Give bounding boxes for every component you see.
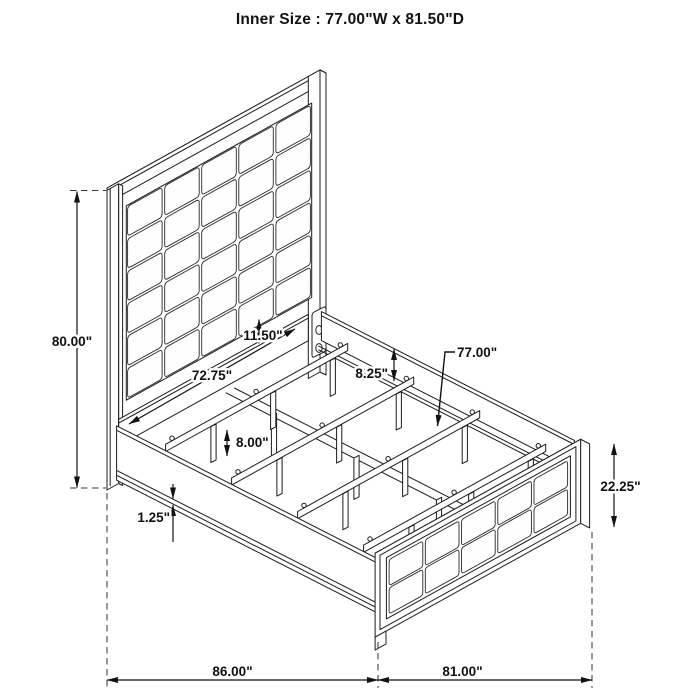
line-art-shape bbox=[396, 392, 401, 430]
dim-label-overall-width: 86.00" bbox=[212, 664, 253, 679]
slat-bolt bbox=[338, 343, 342, 347]
dim-label-headboard-height: 80.00" bbox=[51, 334, 93, 349]
line-art-shape bbox=[403, 458, 408, 497]
line-art-shape bbox=[337, 425, 342, 464]
slat-bolt bbox=[386, 457, 390, 461]
slat-bolt bbox=[236, 470, 240, 474]
slat-bolt bbox=[254, 389, 258, 393]
line-art-shape bbox=[462, 425, 467, 463]
slat-bolt bbox=[404, 376, 408, 380]
line-art-shape bbox=[271, 391, 276, 430]
line-art-shape bbox=[211, 424, 216, 463]
line-art-shape bbox=[343, 491, 348, 530]
slat-bolt bbox=[536, 444, 540, 448]
line-art-shape bbox=[330, 358, 335, 396]
slat-bolt bbox=[368, 537, 372, 541]
slat-bolt bbox=[302, 503, 306, 507]
bed-line-art bbox=[107, 70, 590, 650]
line-art-shape bbox=[277, 458, 282, 497]
dim-label-slat-leg-height: 8.00" bbox=[236, 435, 269, 450]
dim-label-overall-depth: 81.00" bbox=[442, 664, 483, 679]
slat-bolt bbox=[470, 410, 474, 414]
slat-bolt bbox=[320, 423, 324, 427]
dim-label-rail-trim-thickness: 1.25" bbox=[137, 510, 170, 525]
dim-label-footboard-height: 22.25" bbox=[600, 479, 641, 494]
dim-label-side-rail-height: 8.25" bbox=[355, 366, 388, 381]
slat-bolt bbox=[170, 436, 174, 440]
diagram-title: Inner Size : 77.00"W x 81.50"D bbox=[235, 11, 465, 28]
dim-label-inner-rail-length: 72.75" bbox=[191, 368, 233, 383]
slat-bolt bbox=[452, 490, 456, 494]
line-art-shape bbox=[581, 439, 590, 528]
dim-label-panel-to-rail-gap: 11.50" bbox=[243, 328, 283, 343]
dim-label-slat-length: 77.00" bbox=[457, 345, 498, 360]
